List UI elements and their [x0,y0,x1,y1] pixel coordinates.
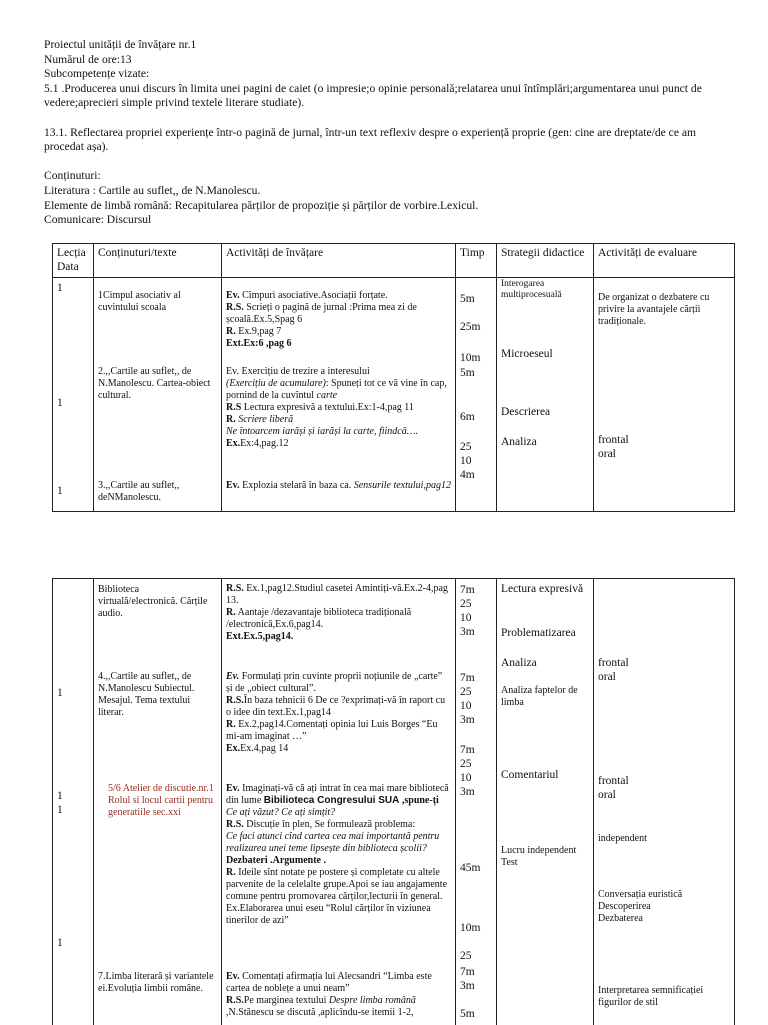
activity-tag: R. [226,719,236,730]
timp-value: 25 [460,598,472,610]
evaluare-item: frontal [598,775,629,787]
activity-tag: R. [226,326,236,337]
timp-value: 25 [460,758,472,770]
timp-value: 10 [460,772,472,784]
timp-value: 10m [460,352,481,364]
activity-text: În baza tehnicii 6 De ce ?exprimați-vă în raport cu o idee din text.Ex.1,pag14 [226,695,446,718]
timp-value: 3m [460,714,475,726]
evaluare-item: frontal [598,434,629,446]
timp-value: 7m [460,744,475,756]
contents-language: Elemente de limbă română: Recapitularea părților de propoziție și părților de vorbire.Lexicul. [44,198,479,212]
activity-text: ,spune-ți [399,795,439,806]
activity-text: Ce faci atunci cînd cartea cea mai importantă pentru realizarea unei teme lipsește din biblioteca școlii? [226,831,440,854]
activity-text: Cîmpuri asociative.Asociații forțate. [239,290,388,301]
activity-text: Lectura expresivă a textului.Ex:1-4,pag 11 [241,402,414,413]
activitati-block [222,290,455,350]
lectia-value: 1 [57,282,63,294]
evaluare-item: frontal [598,657,629,669]
timp-value: 25m [460,321,481,333]
strategie-item: Interogarea multiprocesuală [501,279,562,300]
strategie-item: Analiza faptelor de limba [501,685,578,708]
activitati-block [222,971,455,1019]
timp-value: 10 [460,700,472,712]
evaluare-item: oral [598,448,616,460]
activity-text: Ideile sînt notate pe postere și completate cu altele parvenite de la celelalte grupe.Apoi se iau angajamente comune pentru promovarea cărților,lecturii în general. [226,867,448,902]
strategie-item: Lucru independent Test [501,845,577,868]
evaluare-cell [594,278,735,512]
timp-value: 10 [460,612,472,624]
contents-literature: Literatura : Cartile au suflet,, de N.Manolescu. [44,183,261,197]
activity-text: (Exercițiu de acumulare) [226,378,326,389]
timp-value: 5m [460,367,475,379]
lectia-value: 1 [57,937,63,949]
activity-text: ,pag12 [423,480,451,491]
timp-value: 5m [460,293,475,305]
activity-tag: Ev. [226,783,240,794]
activity-tag: Ev. [226,290,240,301]
activity-text: Ex.1,pag12.Studiul casetei Amintiți-vă.Ex.2-4,pag 13. [226,583,448,606]
activity-tag: R. [226,414,236,425]
activity-tag: R. [226,867,236,878]
evaluare-cell [594,579,735,1025]
table-row [53,579,735,1025]
activity-tag: Ev. [226,671,240,682]
activity-text: Explozia stelară în baza ca. [239,480,354,491]
timp-value: 25 [460,441,472,453]
activity-text: Imaginați-vă că ați intrat în cea mai mare bibliotecă din lume [226,783,449,806]
activity-tag: R.S. [226,819,244,830]
continut-item: Biblioteca virtuală/electronică. Cărțile audio. [98,584,208,619]
lectia-value: 1 [57,790,63,802]
strategie-item: Analiza [501,436,537,448]
header-continuturi: Conținuturi/texte [94,244,222,278]
activity-text: Ne întoarcem iarăși și iarăși la carte, fiindcă…. [226,426,419,437]
subcompetences-label: Subcompetențe vizate: [44,67,150,81]
activity-tag: Ev. [226,366,239,377]
activity-text: Pe marginea textului [243,995,329,1006]
continut-cell [94,579,222,1025]
activity-text: : Spuneți tot ce vă vine în cap, pornind de la cuvîntul [226,378,447,401]
activity-tag: R.S. [226,302,244,313]
header-strategii: Strategii didactice [497,244,594,278]
activitati-cell [222,278,456,512]
activity-text: Sensurile textului [353,480,424,491]
evaluare-item: oral [598,789,616,801]
activity-text: Ex.9,pag 7 [235,326,282,337]
activity-text: Ex:4,pag.12 [240,438,289,449]
lectia-value: 1 [57,804,63,816]
evaluare-item: oral [598,671,616,683]
evaluare-item: independent [598,833,647,844]
timp-value: 25 [460,686,472,698]
evaluare-item: Interpretarea semnificației figurilor de stil [598,985,704,1008]
activity-text: Ex.4,pag 14 [240,743,289,754]
timp-value: 45m [460,862,481,874]
table-header-row [53,244,735,278]
continut-item: 7.Limba literară și variantele ei.Evoluția limbii române. [98,971,214,994]
activity-tag: R.S. [226,583,244,594]
timp-value: 6m [460,411,475,423]
table-row [53,278,735,512]
activity-text: Aantaje /dezavantaje biblioteca tradițională /electronică,Ex.6,pag14. [226,607,412,630]
continut-item: 3.,,Cartile au suflet,, deNManolescu. [98,480,180,503]
timp-value: 4m [460,469,475,481]
document-header [44,38,734,228]
subcompetence-5-1: 5.1 .Producerea unui discurs în limita unei pagini de caiet (o impresie;o opinie personală;relatarea unui întîmplări;argumentarea unui punct de vedere;aprecieri simple privind textele literare studiate). [44,81,702,110]
continut-item: 2.,,Cartile au suflet,, de N.Manolescu. Cartea-obiect cultural. [98,366,211,401]
activity-text: Discuție în plen, Se formulează problema: [243,819,416,830]
activity-tag: Ex. [226,438,241,449]
activity-tag: R.S [226,402,242,413]
lectia-value: 1 [57,485,63,497]
contents-communication: Comunicare: Discursul [44,213,152,227]
continut-item: 1Cimpul asociativ al cuvintului scoala [98,290,181,313]
activitati-block [222,583,455,643]
activity-tag: Ev. [226,480,240,491]
timp-value: 3m [460,980,475,992]
timp-value: 7m [460,584,475,596]
header-timp: Timp [456,244,497,278]
activity-text: Dezbateri .Argumente . [226,855,326,866]
activity-text: Ex.Elaborarea unui eseu “Rolul cărților în viziunea tinerilor de azi” [226,903,431,926]
activity-tag: R. [226,607,236,618]
activity-text: Scrieți o pagină de jurnal :Prima mea zi de școală.Ex.5,Spag 6 [226,302,417,325]
lectia-value: 1 [57,687,63,699]
subcompetence-13-1: 13.1. Reflectarea propriei experiențe într-o pagină de jurnal, într-un text reflexiv despre o experiență proprie (gen: cine are dreptate/de ce am procedat așa). [44,125,697,154]
timp-value: 3m [460,786,475,798]
activity-tag: Ex. [226,743,241,754]
hours-count: Numărul de ore:13 [44,52,132,66]
strategie-item: Problematizarea [501,627,576,639]
strategii-cell [497,278,594,512]
timp-value: 25 [460,950,472,962]
strategie-item: Lectura expresivă [501,583,584,595]
activity-text: Despre limba română [328,995,416,1006]
lectia-cell [53,278,94,512]
timp-value: 7m [460,672,475,684]
strategie-item: Analiza [501,657,537,669]
strategie-item: Descrierea [501,406,551,418]
activitati-block [222,366,455,450]
activitati-block [222,671,455,755]
strategie-item: Comentariul [501,769,559,781]
activity-tag: R.S. [226,995,244,1006]
activity-tag: R.S. [226,695,244,706]
strategii-cell [497,579,594,1025]
lectia-cell [53,579,94,1025]
activitati-block [222,783,455,927]
header-lectia: Lecția Data [53,244,94,278]
activity-text: Ext.Ex:6 ,pag 6 [226,338,292,349]
lesson-table-1 [52,243,735,512]
activity-text: carte [316,390,338,401]
timp-value: 3m [460,626,475,638]
activity-text: Ex.2,pag14.Comentați opinia lui Luis Borges “Eu mi-am imaginat …” [226,719,438,742]
activitati-cell [222,579,456,1025]
unit-title: Proiectul unității de învățare nr.1 [44,38,197,51]
timp-value: 7m [460,966,475,978]
timp-value: 10 [460,455,472,467]
evaluare-item: De organizat o dezbatere cu privire la avantajele cărții tradiționale. [598,292,710,327]
evaluare-item: Dezbaterea [598,913,643,924]
continut-cell [94,278,222,512]
lectia-value: 1 [57,397,63,409]
activity-text: Comentați afirmația lui Alecsandri “Limba este cartea de noblețe a unui neam” [226,971,432,994]
activitati-block [222,480,455,492]
contents-label: Conținuturi: [44,169,101,183]
continut-item: 5/6 Atelier de discutie.nr.1 Rolul si locul cartii pentru generatiile sec.xxi [108,783,214,818]
activity-text: Scriere liberă [235,414,294,425]
activity-text: Bibilioteca Congresului SUA [263,795,400,806]
timp-cell [456,278,497,512]
header-evaluare: Activități de evaluare [594,244,735,278]
activity-text: Ce ați văzut? Ce ați simțit? [226,807,336,818]
strategie-item: Microeseul [501,348,553,360]
activity-text: Ext.Ex.5,pag14. [226,631,294,642]
timp-value: 5m [460,1008,475,1020]
evaluare-item: Descoperirea [598,901,651,912]
activity-text: ,N.Stănescu se discută ,aplicîndu-se itemii 1-2, [226,1007,414,1018]
header-activitati: Activități de învățare [222,244,456,278]
activity-text: Formulați prin cuvinte proprii noțiunile de „carte” și de „obiect cultural”. [226,671,443,694]
activity-tag: Ev. [226,971,240,982]
continut-item: 4.,,Cartile au suflet,, de N.Manolescu Subiectul. Mesajul. Tema textului literar. [98,671,195,718]
lesson-table-2 [52,578,735,1025]
activity-text: Exercițiu de trezire a interesului [238,366,370,377]
evaluare-item: Conversația euristică [598,889,683,900]
timp-cell [456,579,497,1025]
timp-value: 10m [460,922,481,934]
